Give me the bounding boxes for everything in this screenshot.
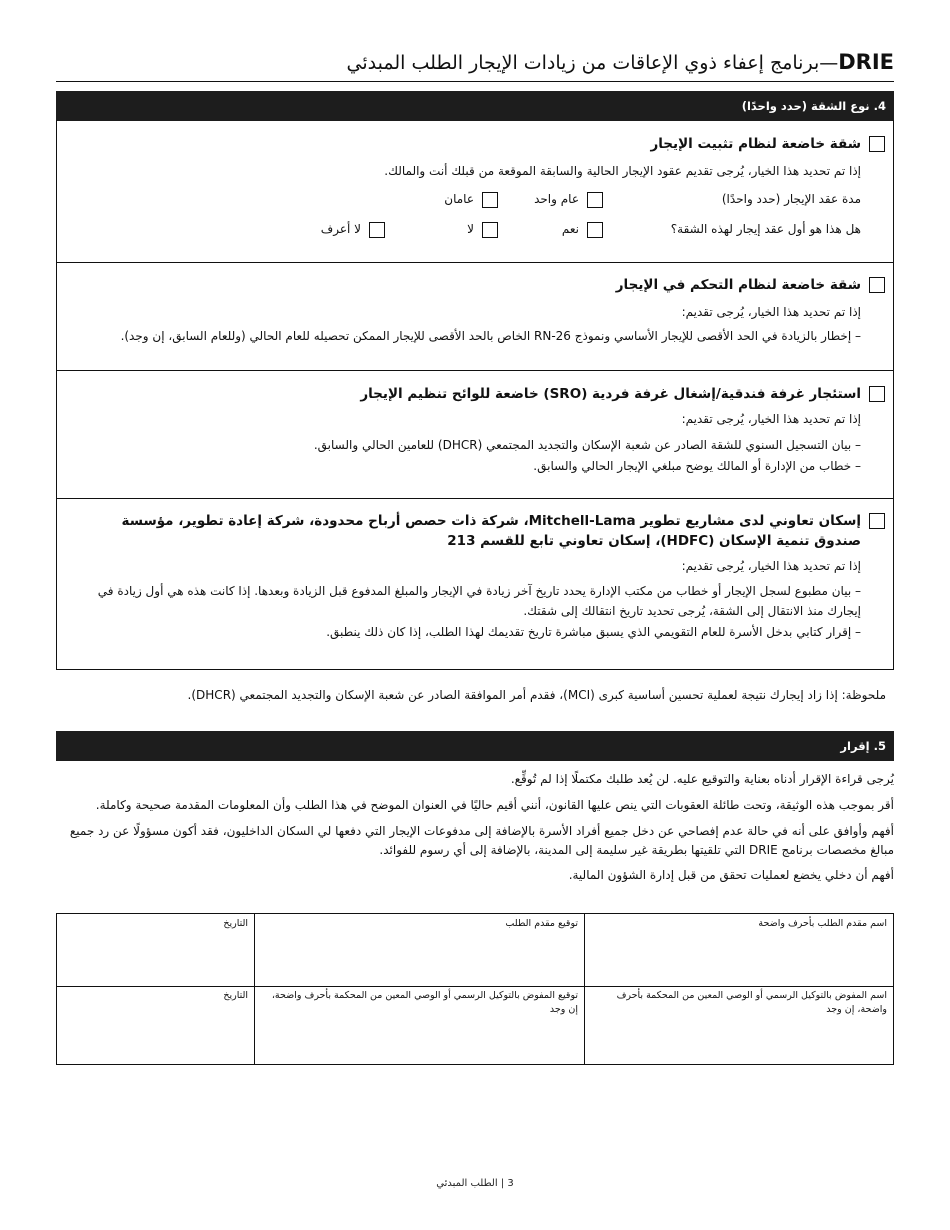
- required-document: – إخطار بالزيادة في الحد الأقصى للإيجار الأساسي ونموذج RN-26 الخاص بالحد الأقصى للإيجار الممكن تحصيله للعام الحالي (وللعام السابق، إن وجد).: [120, 329, 861, 343]
- choice-label: عامان: [444, 192, 474, 206]
- certification-paragraph: أفهم أن دخلي يخضع لعمليات تحقق من قبل إدارة الشؤون المالية.: [568, 868, 894, 882]
- no-checkbox[interactable]: [482, 222, 498, 238]
- applicant-date-field[interactable]: [57, 914, 254, 986]
- choice-label: لا: [467, 222, 474, 236]
- option-sro: [57, 371, 893, 499]
- page-footer: 3 | الطلب المبدئي: [436, 1178, 514, 1189]
- option-instruction: إذا تم تحديد هذا الخيار، يُرجى تقديم عقود الإيجار الحالية والسابقة الموقعة من قبلك أنت والمالك.: [384, 164, 861, 178]
- section-4-heading: 4. نوع الشقة (حدد واحدًا): [56, 91, 894, 121]
- footer-label: الطلب المبدئي: [436, 1178, 498, 1189]
- dont-know-checkbox[interactable]: [369, 222, 385, 238]
- page-title: [56, 48, 894, 82]
- lease-term-one-year[interactable]: [534, 189, 603, 209]
- rent-stabilized-checkbox[interactable]: [869, 136, 885, 152]
- field-label: اسم المفوض بالتوكيل الرسمي أو الوصي المعين من المحكمة بأحرف واضحة، إن وجد: [616, 990, 887, 1015]
- option-instruction: إذا تم تحديد هذا الخيار، يُرجى تقديم:: [681, 305, 861, 319]
- first-lease-yes[interactable]: [562, 219, 603, 239]
- choice-label: نعم: [561, 222, 579, 236]
- representative-name-field[interactable]: [584, 986, 893, 1064]
- option-title: شقة خاضعة لنظام التحكم في الإيجار: [615, 277, 861, 293]
- representative-signature-field[interactable]: [254, 986, 584, 1064]
- lease-term-label: مدة عقد الإيجار (حدد واحدًا): [721, 192, 861, 206]
- field-label: التاريخ: [223, 918, 248, 929]
- certification-paragraph: أقر بموجب هذه الوثيقة، وتحت طائلة العقوبات التي ينص عليها القانون، أنني أقيم حاليًا في العنوان الموضح في هذا الطلب وأن المعلومات المقدمة صحيحة وكاملة.: [95, 798, 894, 812]
- option-rent-stabilized: [57, 120, 893, 263]
- certification-paragraph: يُرجى قراءة الإقرار أدناه بعناية والتوقيع عليه. لن يُعد طلبك مكتملًا إذا لم تُوقِّع.: [510, 772, 894, 786]
- rent-controlled-checkbox[interactable]: [869, 277, 885, 293]
- required-document: – بيان مطبوع لسجل الإيجار أو خطاب من مكتب الإدارة يحدد تاريخ آخر زيادة في الإيجار والمبلغ المدفوع قبل الزيادة وبعدها. إذا كانت هذه هي أول زيادة في إيجارك منذ الانتقال إلى الشقة، يُرجى تحديد تاريخ انتقالك إلى شقتك.: [97, 584, 861, 618]
- required-document: – بيان التسجيل السنوي للشقة الصادر عن شعبة الإسكان والتجديد المجتمعي (DHCR) للعامين الحالي والسابق.: [313, 438, 861, 452]
- applicant-signature-field[interactable]: [254, 914, 584, 986]
- required-document: – إقرار كتابي بدخل الأسرة للعام التقويمي الذي يسبق مباشرة تاريخ تقديمك لهذا الطلب، إذا كان ذلك ينطبق.: [326, 625, 861, 639]
- first-lease-no[interactable]: [467, 219, 498, 239]
- option-title: شقة خاضعة لنظام تثبيت الإيجار: [650, 136, 861, 152]
- representative-date-field[interactable]: [57, 986, 254, 1064]
- signature-table: [56, 913, 894, 1065]
- yes-checkbox[interactable]: [587, 222, 603, 238]
- one-year-checkbox[interactable]: [587, 192, 603, 208]
- required-document: – خطاب من الإدارة أو المالك يوضح مبلغي الإيجار الحالي والسابق.: [533, 459, 861, 473]
- section-5-heading: 5. إقرار: [56, 731, 894, 761]
- certification-paragraph: أفهم وأوافق على أنه في حالة عدم إفصاحي عن دخل جميع أفراد الأسرة بالإضافة إلى مدفوعات الإيجار التي دفعها لي السكان الداخليون، فقد أكون مسؤولًا عن رد جميع مبالغ مخصصات برنامج DRIE التي تلقيتها بطريقة غير سليمة إلى المدينة، بالإضافة إلى أي رسوم للفوائد.: [69, 824, 894, 857]
- option-instruction: إذا تم تحديد هذا الخيار، يُرجى تقديم:: [681, 412, 861, 426]
- option-cooperative: [57, 499, 893, 670]
- page-title-text: —برنامج إعفاء ذوي الإعاقات من زيادات الإيجار الطلب المبدئي: [346, 52, 839, 74]
- apartment-type-section: [56, 120, 894, 670]
- lease-term-two-years[interactable]: [444, 189, 498, 209]
- page-number: 3: [507, 1178, 514, 1189]
- mci-note: ملحوظة: إذا زاد إيجارك نتيجة لعملية تحسين أساسية كبرى (MCI)، فقدم أمر الموافقة الصادر عن شعبة الإسكان والتجديد المجتمعي (DHCR).: [187, 688, 886, 702]
- option-rent-controlled: [57, 263, 893, 371]
- field-label: اسم مقدم الطلب بأحرف واضحة: [758, 918, 887, 929]
- field-label: توقيع المفوض بالتوكيل الرسمي أو الوصي المعين من المحكمة بأحرف واضحة، إن وجد: [271, 990, 578, 1015]
- field-label: التاريخ: [223, 990, 248, 1001]
- two-years-checkbox[interactable]: [482, 192, 498, 208]
- option-instruction: إذا تم تحديد هذا الخيار، يُرجى تقديم:: [681, 559, 861, 573]
- first-lease-label: هل هذا هو أول عقد إيجار لهذه الشقة؟: [670, 222, 861, 236]
- choice-label: عام واحد: [534, 192, 579, 206]
- applicant-name-field[interactable]: [584, 914, 893, 986]
- choice-label: لا أعرف: [320, 222, 361, 236]
- field-label: توقيع مقدم الطلب: [505, 918, 578, 929]
- program-code: DRIE: [838, 50, 894, 74]
- cooperative-checkbox[interactable]: [869, 513, 885, 529]
- sro-checkbox[interactable]: [869, 386, 885, 402]
- option-title: استئجار غرفة فندقية/إشغال غرفة فردية (SRO) خاضعة للوائح تنظيم الإيجار: [360, 386, 861, 402]
- first-lease-dont-know[interactable]: [321, 219, 385, 239]
- option-title: إسكان تعاوني لدى مشاريع تطوير Mitchell-Lama، شركة ذات حصص أرباح محدودة، شركة إعادة تطوير، مؤسسة صندوق تنمية الإسكان (HDFC)، إسكان تعاوني تابع للقسم 213: [121, 513, 861, 549]
